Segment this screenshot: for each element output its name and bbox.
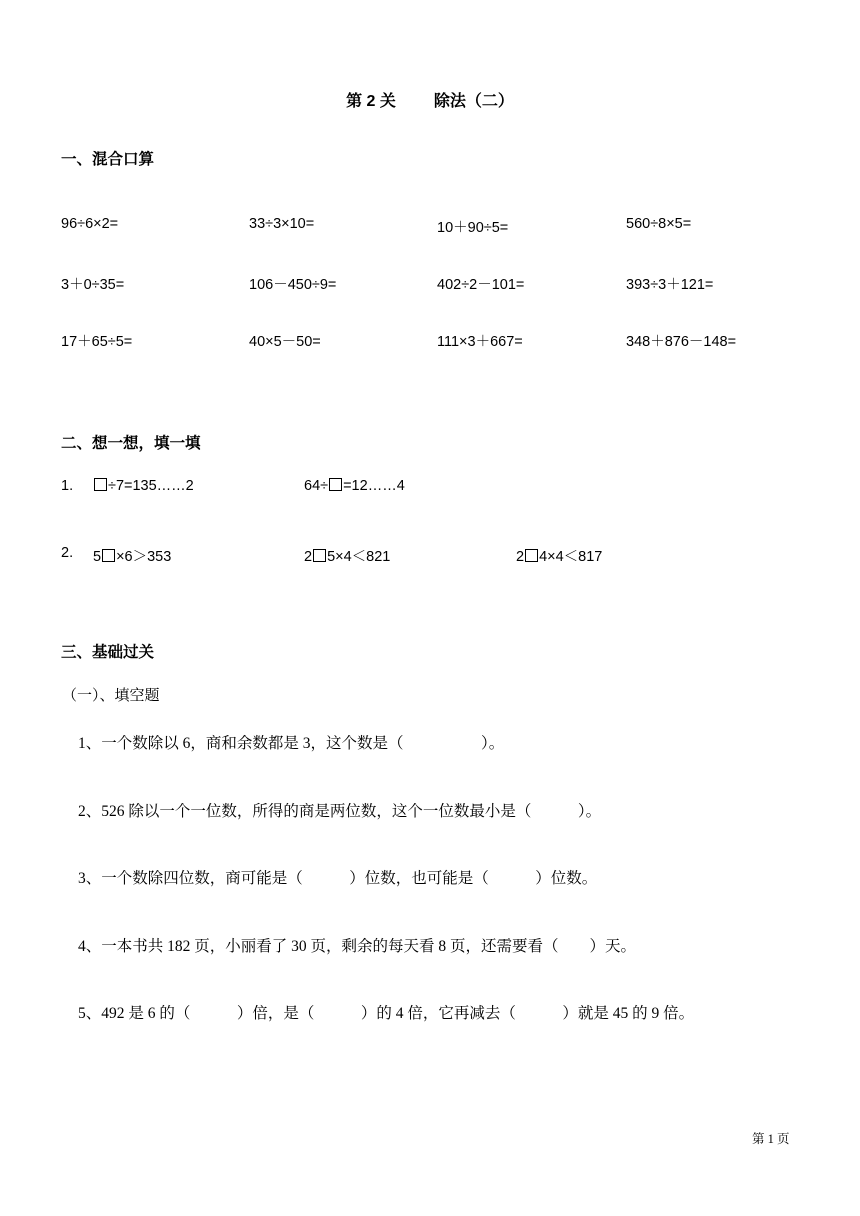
expr-text: 5×4＜821 bbox=[327, 549, 391, 565]
expr-text: 2 bbox=[304, 549, 313, 565]
expr-text: 2 bbox=[516, 549, 525, 565]
think-q1-b bbox=[304, 478, 405, 494]
fill-question: 2、526 除以一个一位数，所得的商是两位数，这个一位数最小是（ ）。 bbox=[78, 803, 602, 820]
oral-item: 10＋90÷5= bbox=[437, 220, 509, 236]
title-chapter: 第 2 关 bbox=[346, 93, 396, 110]
expr-text: ×6＞353 bbox=[116, 549, 172, 565]
oral-item: 17＋65÷5= bbox=[61, 334, 133, 350]
oral-item: 348＋876－148= bbox=[626, 334, 737, 350]
oral-item: 111×3＋667= bbox=[437, 334, 523, 350]
oral-item: 393÷3＋121= bbox=[626, 277, 714, 293]
oral-item: 96÷6×2= bbox=[61, 216, 119, 232]
oral-item: 402÷2－101= bbox=[437, 277, 525, 293]
oral-item: 106－450÷9= bbox=[249, 277, 337, 293]
expr-text: ÷7=135……2 bbox=[108, 478, 194, 494]
section-heading-oral: 一、混合口算 bbox=[61, 151, 155, 168]
page-number: 第 1 页 bbox=[752, 1132, 790, 1146]
blank-box[interactable] bbox=[102, 549, 115, 562]
fill-question: 5、492 是 6 的（ ）倍，是（ ）的 4 倍，它再减去（ ）就是 45 的 9 倍。 bbox=[78, 1005, 695, 1022]
think-q2-a bbox=[93, 545, 171, 566]
expr-text: 4×4＜817 bbox=[539, 549, 603, 565]
fill-question: 3、一个数除四位数，商可能是（ ）位数，也可能是（ ）位数。 bbox=[78, 870, 598, 887]
think-q2-b bbox=[304, 545, 390, 566]
oral-item: 3＋0÷35= bbox=[61, 277, 125, 293]
fill-question: 4、一本书共 182 页，小丽看了 30 页，剩余的每天看 8 页，还需要看（ ）天。 bbox=[78, 938, 637, 955]
oral-item: 40×5－50= bbox=[249, 334, 321, 350]
think-q1-number: 1. bbox=[61, 478, 74, 494]
oral-item: 560÷8×5= bbox=[626, 216, 692, 232]
expr-text: 5 bbox=[93, 549, 102, 565]
expr-text: 64÷ bbox=[304, 478, 329, 494]
fill-question: 1、一个数除以 6，商和余数都是 3，这个数是（ ）。 bbox=[78, 735, 505, 752]
page-title bbox=[0, 88, 860, 111]
think-q2-c bbox=[516, 545, 602, 566]
think-q1-a bbox=[93, 478, 194, 494]
oral-item: 33÷3×10= bbox=[249, 216, 315, 232]
expr-text: =12……4 bbox=[343, 478, 405, 494]
title-topic: 除法（二） bbox=[433, 93, 514, 110]
blank-box[interactable] bbox=[94, 478, 107, 491]
blank-box[interactable] bbox=[525, 549, 538, 562]
subsection-title: （一）、填空题 bbox=[62, 688, 160, 704]
blank-box[interactable] bbox=[329, 478, 342, 491]
think-q2-number: 2. bbox=[61, 545, 74, 561]
section-heading-think: 二、想一想，填一填 bbox=[61, 435, 201, 452]
blank-box[interactable] bbox=[313, 549, 326, 562]
section-heading-basic: 三、基础过关 bbox=[61, 644, 155, 661]
